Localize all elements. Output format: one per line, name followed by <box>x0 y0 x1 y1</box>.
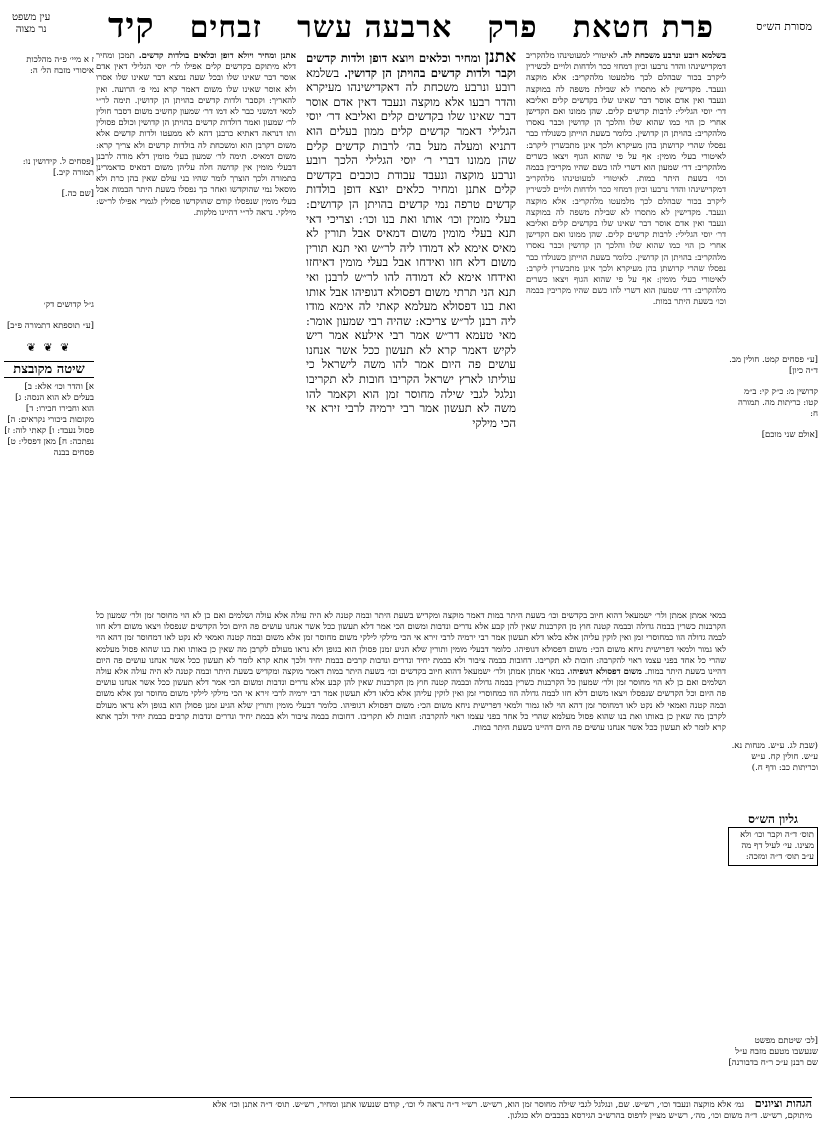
footer-line-1: גמ׳ אלא מוקצה ונעבד וכו׳, רש״ש. שם, ונגלגל לגבי שילה מחוסר זמן הוא, רש״ש. רש״י ד״ה נראה לי וכו׳, קודם שנעשו אתנן ומחיר, רש״ש. תוס׳ ד״ה אתנן וכו׳ אלא <box>212 1100 745 1110</box>
ein-mishpat-note: ז א מיי׳ פ״ה מהלכות איסורי מזבח הל׳ ה: <box>26 55 94 76</box>
left-margin <box>4 55 94 459</box>
margin-note: קדושין מ: כ״ק קי: ב״מ קטו: כריתות מה. תמורה ח: <box>737 387 818 419</box>
rashi-text: לאיטורי למעוטינהו מלהקריב דמקדישינהו והדר נרבעו וכיון דמחזי ככר ולדחות ולויים לכשירין ליקרב בכור שבהלם לכך מלמעטו מלהקריב: אלא מוקצה ונעבד. מקדישין לא מתסרו לא שבילת משפה לה במוקצה ונעבד ואין אדם אוסר דבר שאינו שלו בקדשים קלים ואליבא דר׳ יוסי הגלילי: לרבות קדשים קלים. שהן ממונו ואם הקדישן אחרי כן הוי כמו שהוא שלו והלכך הן קדושין וכבר נאסרו מלהקריב: בהויתן הן קדושין. כלומר בשעת הוייתן כשנולדו כבר נפסלו שהרי קדושתן בהן מעיקרא ולכך אינן מתכשרין ליקרב: לאיטורי בעלי מומין: אף על פי שהוא הגוף ויצאו כשרים מלהקריב: דר׳ שמעון הוא דשרי להו כשם שהיו מקריבין בבמה וכו׳ בשעת היתר במות. <box>526 50 726 184</box>
title-parah: פרת חטאת <box>572 10 714 45</box>
page-title <box>108 6 714 46</box>
shita-mekubetzet-text: א] והדר וכו׳ אלא: ב] בעלים לא הוא הנסה: ג] הוא וחבירו חבירו: ד] מקוםות ביכורי נקראים: ה] פסול נעבד: ו] קאתי לוה: ז] נפתכה: ח] מאן דפסלי: ט] פסחים בבנה <box>4 382 94 458</box>
folio-number: קיד <box>108 6 155 46</box>
page-header <box>8 6 814 44</box>
margin-note: ג״ל קדושים דק׳ <box>43 300 94 310</box>
ein-mishpat-line-1: עין משפט <box>12 12 51 23</box>
gemara-mishnah-line: ומחיר וכלאים ויוצא דופן ולדות קדשים וקבר ולדות קדשים בהויתן הן קדושין. <box>306 51 516 80</box>
margin-note: [לכ׳ שיטתם מפשט שנעשבו מטעם מזבח ע״ל שם רבנן ע״כ ר״ח בדבורנה] <box>728 1036 818 1068</box>
rashi-column <box>526 50 726 308</box>
margin-note: [ע״ פסחים קמט. חולין מב. ד״ה כיון] <box>729 355 818 376</box>
gemara-opening-word: אתנן <box>484 47 516 67</box>
ein-mishpat-line-2: נר מצוה <box>15 24 47 35</box>
tosafot-text: תמכן ומחיר דלא מיתוקם בקדשים קלים אפילו לר׳ יוסי הגלילי דאין אדם אוסר דבר שאינו שלו ובכל שעה נמצא דבר שאינו שלו אסרו ולא אוסר שאינו שלו משום דאמר קרא נמי פ׳ הרועה. ואין להאריך: וקסבר ולדות קדשים בהויתן הן קדושין. תימה לר״י למאי דמשני כבר לא דמו דר׳ שמעון קחשיב משום דסבר חולין לר׳ שמעון ואמר דולדות קדשים בהויתן הן קדושין וכולם פסולין ותו דנראה דאתיא כרבנן דהא לא ממעטו ולדות קדשים אלא משום דקרבן הוא ומשכחת לה בולדות קדשים ולא צריך קרא: משום דמאיס. תימה לר׳ שמעון בעלי מומין דלא מודה לרבנן דבעלי מומין אין קדושה חלה עליהן משום דמאיס כדאמרינן בתמורה ולכך הוצרך לומר שהיו בני עולם שאין בהן כרת ולא מוסאל נמי שהוקדשו ואחר כך נפסלו בשעת היתר הבמות אבל בעלי מומין שנפסלו קודם שהוקדשו פסולין לגמרי אפילו לר״ש: מילקי. נראה לר״י דהיינו מלקות. <box>96 50 296 217</box>
title-chapter: ארבעה עשר <box>297 10 453 45</box>
margin-note: [אולם שני מוכם] <box>761 430 818 440</box>
title-perek: פרק <box>487 10 538 45</box>
ein-mishpat-label <box>12 12 50 36</box>
margin-note: [שם כה.] <box>61 189 94 199</box>
right-margin <box>728 55 818 1079</box>
bottom-text: במאי אמתן אמתן ולר׳ ישמעאל דהוא חיוב בקדשים וכו׳ בשעת היתר במות דאמר מוקצה ומקדיש בשעת היתר ובמה קטנה לא היה עולה אלא עולה ושלמים ואם כן לא הוי מחוסר זמן ולר׳ שמעון כל הקרבנות כשרין בבמה גדולה ובבמה קטנה חוץ מן הקרבנות שאין להן קבע אלא נדרים ונדבות ומשום הכי אמר דלא תעשון ככל אשר אנחנו עושים פה היום וכל הקדשים שנפסלו ויצאו משום דלא חזו לבמה גדולה הוו כמחוסרי זמן ואין לוקין עליהן אלא בלאו דלא תעשון אמר רבי ירמיה לרבי זירא אי הכי מילקי לילקי משום מחוסר זמן אלא משום ובמה קטנה ואמאי לא נקט לאו דמחוסר זמן דהא הוי לאו גמור ולמאי דפרישית ניחא משום הכי: משום דפסולא דגופיהו. כלומר דבעלי מומין ותורין שלא הגיע זמנן פסולן הוא בגופן ולא נראו מעולם לקרבן מה שאין כן באותו ואת בנו שהוא פסול מעלמא שהרי כל אחד בפני עצמו ראוי להקרבה: חובות לא תקריבו. דחובות בבמה ציבור ולא בבמת יחיד ונדרים ונדבות קרבים בבמת יחיד ולכך אתא קרא לומר לא תעשון ככל אשר אנחנו עושים פה היום דהיינו בשעת היתר במות. <box>96 610 726 677</box>
shita-mekubetzet-title: שיטה מקובצת <box>4 361 94 378</box>
gemara-text: בשלמא רובע ונרבע משכחת לה דאקדישינהו מעיקרא והדר רבעו אלא מוקצה ונעבד דאין אדם אוסר דבר שאינו שלו בקדשים קלים ואליבא דר׳ יוסי הגלילי דאמר קדשים קלים ממון בעלים הוא דתניא ומעלה מעל בה׳ לרבות קדשים קלים שהן ממונו דברי ר׳ יוסי הגלילי הלכך רובע ונרבע מוקצה ונעבד עבודת כוכבים בקדשים קלים אתנן ומחיר כלאים יוצא דופן בולדות קדשים טרפה נמי קדשים בהויתן הן קדושים: בעלי מומין וכו׳ אותו ואת בנו וכו׳: וצריכי דאי תנא בעלי מומין משום דמאיס אבל תורין לא מאיס אימא לא דמודו ליה לר״ש ואי תנא תורין משום דלא חזו ואידחו אבל בעלי מומין דאיחזו ואידחו אימא לא דמודה להו לר״ש לרבנן ואי תנא הני תרתי משום דפסולא דגופיהו אבל אותו ואת בנו דפסולא מעלמא קאתי לה אימא מודו ליה רבנן לר״ש צריכא: שהיה רבי שמעון אומר: מאי טעמא דר״ש אמר רבי אילעא אמר ריש לקיש דאמר קרא לא תעשון ככל אשר אנחנו עושים פה היום אמר להו משה לישראל כי עוליתו לארץ ישראל הקריבו חובות לא תקריבו ונלגל לגבי שילה מחוסר זמן הוא וקאמר להו משה לא תעשון אמר רבי ירמיה לרבי זירא אי הכי מילקי <box>306 65 516 430</box>
ornament-divider: ❦ ❦ ❦ <box>26 341 72 354</box>
gilyon-hashas-box: תוס׳ ד״ה וקבר וכו׳ ולא מצינו. עי׳ לעיל דף מה ע״ב תוס׳ ד״ה ומזכה: <box>728 827 818 866</box>
masoret-hashas-label: מסורת הש״ס <box>756 20 812 33</box>
footer-line-2: מיתוקם, רש״ש. ד״ה משום וכו׳, מה׳, רש״ש מציין לדפוס בהרש״ב הגירסא בבכבים ולא כגלגון. <box>507 1111 812 1121</box>
tosafot-column <box>96 50 296 218</box>
gemara-column <box>306 47 516 430</box>
rashi-text-continued: לאיטורי למעוטינהו מלהקריב דמקדישינהו והדר נרבעו וכיון דמחזי ככר ולדחות ולויים לכשירין ליקרב בכור שבהלם לכך מלמעטו מלהקריב: אלא מוקצה ונעבד. מקדישין לא מתסרו לא שבילת משפה לה במוקצה ונעבד ואין אדם אוסר דבר שאינו שלו בקדשים קלים ואליבא דר׳ יוסי הגלילי: לרבות קדשים קלים. שהן ממונו ואם הקדישן אחרי כן הוי כמו שהוא שלו והלכך הן קדושין וכבר נאסרו מלהקריב: בהויתן הן קדושין. כלומר בשעת הוייתן כשנולדו כבר נפסלו שהרי קדושתן בהן מעיקרא ולכך אינן מתכשרין ליקרב: לאיטורי בעלי מומין: אף על פי שהוא הגוף ויצאו כשרים מלהקריב: דר׳ שמעון הוא דשרי להו כשם שהיו מקריבין בבמה וכו׳ בשעת היתר במות. <box>526 173 726 307</box>
page-footer <box>10 1097 812 1138</box>
tosafot-opening: אתנן ומחיר ויולא דופן וכלאים בולדות קדשים. <box>138 50 296 60</box>
bottom-closing: משום דפסולא דגופיהו. <box>567 666 642 677</box>
bottom-text-continued: במאי אמתן אמתן ולר׳ ישמעאל דהוא חיוב בקדשים וכו׳ בשעת היתר במות דאמר מוקצה ומקדיש בשעת היתר ובמה קטנה לא היה עולה אלא עולה ושלמים ואם כן לא הוי מחוסר זמן ולר׳ שמעון כל הקרבנות כשרין בבמה גדולה ובבמה קטנה חוץ מן הקרבנות שאין להן קבע אלא נדרים ונדבות ומשום הכי אמר דלא תעשון ככל אשר אנחנו עושים פה היום וכל הקדשים שנפסלו ויצאו משום דלא חזו לבמה גדולה הוו כמחוסרי זמן ואין לוקין עליהן אלא בלאו דלא תעשון אמר רבי ירמיה לרבי זירא אי הכי מילקי לילקי משום מחוסר זמן אלא משום ובמה קטנה ואמאי לא נקט לאו דמחוסר זמן דהא הוי לאו גמור ולמאי דפרישית ניחא משום הכי: משום דפסולא דגופיהו. כלומר דבעלי מומין ותורין שלא הגיע זמנן פסולן הוא בגופן ולא נראו מעולם לקרבן מה שאין כן באותו ואת בנו שהוא פסול מעלמא שהרי כל אחד בפני עצמו ראוי להקרבה: חובות לא תקריבו. דחובות בבמה ציבור ולא בבמת יחיד ונדרים ונדבות קרבים בבמת יחיד ולכך אתא קרא לומר לא תעשון ככל אשר אנחנו עושים פה היום דהיינו בשעת היתר במות. <box>96 666 726 733</box>
bottom-commentary <box>96 610 726 733</box>
main-text-area <box>96 47 726 1100</box>
margin-note: (שבת לג. ע״ש. מנחות נא. ע״ש. חולין קח. ע״ש וכריתות כב: ודף ח.) <box>731 741 818 773</box>
hagahot-title: הגהות וציונים <box>754 1097 812 1110</box>
gilyon-hashas-title: גליון הש״ס <box>748 812 798 826</box>
rashi-opening: בשלמא רובע ונרבע משכחת לה. <box>620 50 726 60</box>
margin-note: [ע״ תוספתא דתמורה פ״ב] <box>6 321 94 331</box>
margin-note: [פסחים ל. קידושין נו: תמורה קיב.] <box>22 157 94 178</box>
title-tractate: זבחים <box>189 10 262 45</box>
